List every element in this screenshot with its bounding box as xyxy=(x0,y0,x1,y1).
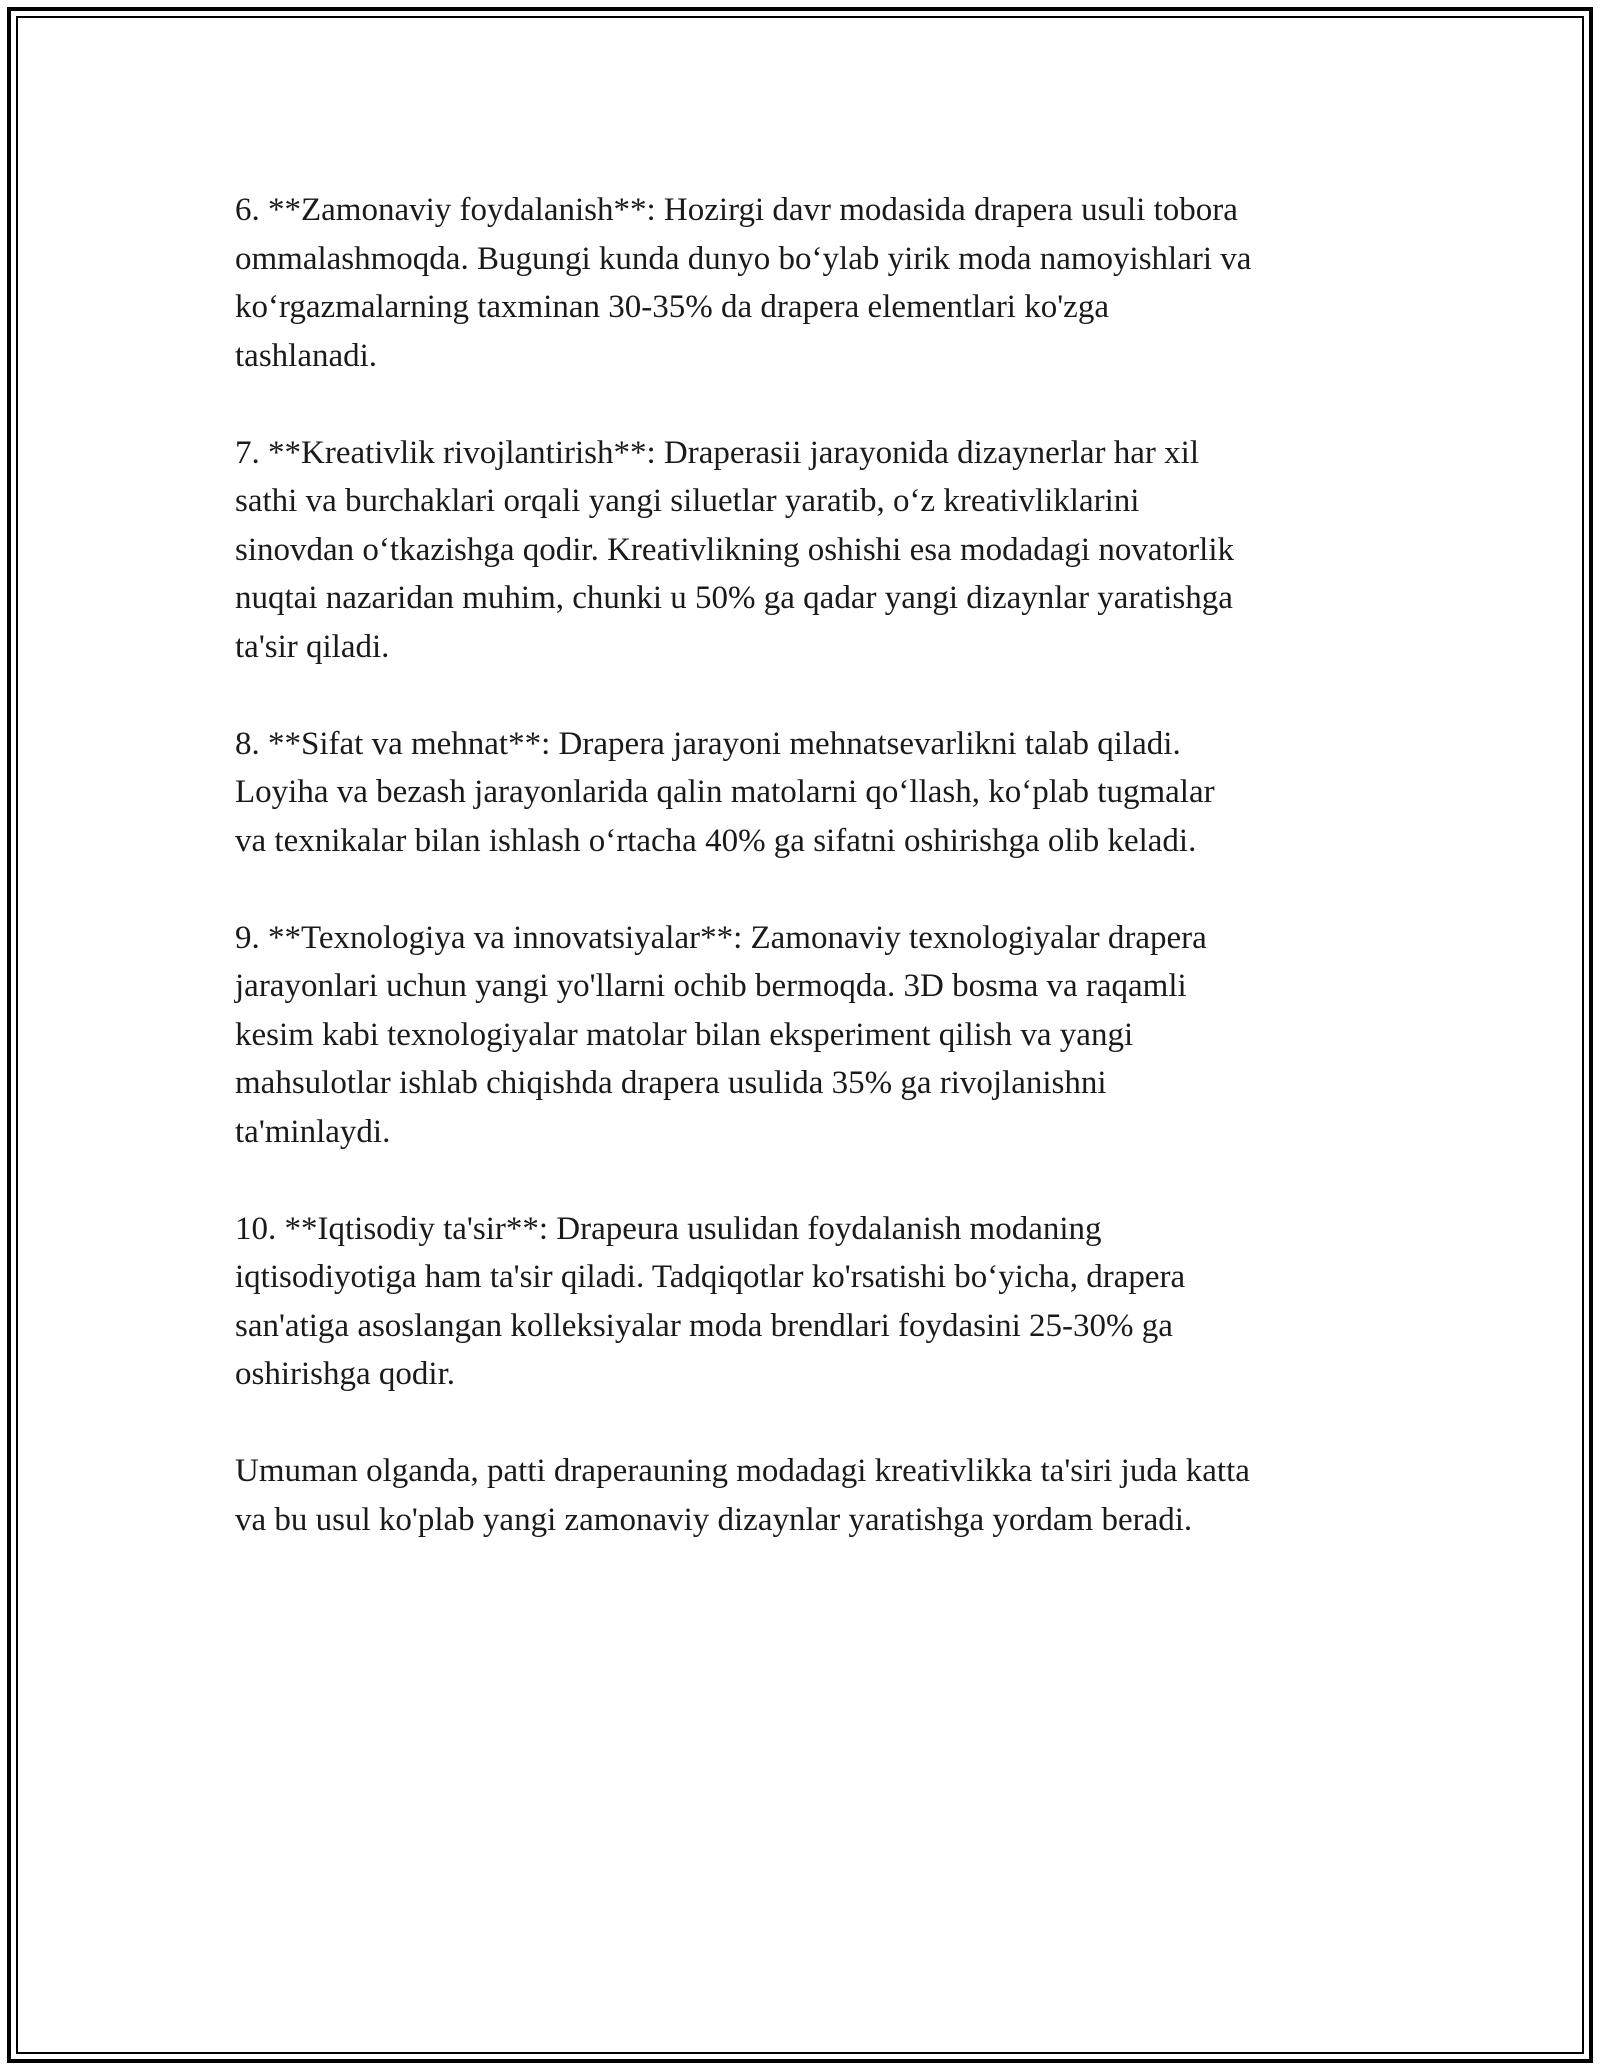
text-line: ta'sir qiladi. xyxy=(235,628,390,665)
text-line: iqtisodiyotiga ham ta'sir qiladi. Tadqiqotlar ko'rsatishi bo‘yicha, drapera xyxy=(235,1259,1186,1295)
text-line: ta'minlaydi. xyxy=(235,1113,391,1150)
text-line: 10. **Iqtisodiy ta'sir**: Drapeura usulidan foydalanish modaning xyxy=(235,1210,1102,1247)
text-line: mahsulotlar ishlab chiqishda drapera usulida 35% ga rivojlanishni xyxy=(235,1065,1107,1101)
paragraph-texnologiya-va-innovatsiyalar xyxy=(235,914,1375,1157)
text-line: ommalashmoqda. Bugungi kunda dunyo bo‘ylab yirik moda namoyishlari va xyxy=(235,240,1252,277)
text-line: 9. **Texnologiya va innovatsiyalar**: Zamonaviy texnologiyalar drapera xyxy=(235,919,1207,956)
text-line: sathi va burchaklari orqali yangi siluetlar yaratib, o‘z kreativliklarini xyxy=(235,483,1140,519)
paragraph-kreativlik-rivojlantirish xyxy=(235,429,1375,672)
paragraph-conclusion xyxy=(235,1447,1375,1544)
text-line: Loyiha va bezash jarayonlarida qalin matolarni qo‘llash, ko‘plab tugmalar xyxy=(235,774,1215,810)
paragraph-zamonaviy-foydalanish xyxy=(235,186,1375,380)
text-line: nuqtai nazaridan muhim, chunki u 50% ga qadar yangi dizaynlar yaratishga xyxy=(235,580,1233,616)
paragraph-iqtisodiy-tasir xyxy=(235,1205,1375,1399)
paragraph-sifat-va-mehnat xyxy=(235,720,1375,866)
text-line: ko‘rgazmalarning taxminan 30-35% da drapera elementlari ko'zga xyxy=(235,289,1109,325)
text-line: jarayonlari uchun yangi yo'llarni ochib bermoqda. 3D bosma va raqamli xyxy=(235,968,1187,1004)
text-line: san'atiga asoslangan kolleksiyalar moda brendlari foydasini 25-30% ga xyxy=(235,1307,1173,1344)
text-line: 6. **Zamonaviy foydalanish**: Hozirgi davr modasida drapera usuli tobora xyxy=(235,192,1238,228)
text-line: tashlanadi. xyxy=(235,337,378,374)
text-line: va texnikalar bilan ishlash o‘rtacha 40% ga sifatni oshirishga olib keladi. xyxy=(235,822,1197,859)
text-line: 7. **Kreativlik rivojlantirish**: Draperasii jarayonida dizaynerlar har xil xyxy=(235,434,1200,471)
document-body xyxy=(235,186,1375,1593)
text-line: va bu usul ko'plab yangi zamonaviy dizaynlar yaratishga yordam beradi. xyxy=(235,1501,1193,1538)
text-line: sinovdan o‘tkazishga qodir. Kreativlikning oshishi esa modadagi novatorlik xyxy=(235,531,1234,568)
text-line: Umuman olganda, patti draperauning modadagi kreativlikka ta'siri juda katta xyxy=(235,1453,1250,1489)
text-line: 8. **Sifat va mehnat**: Drapera jarayoni mehnatsevarlikni talab qiladi. xyxy=(235,725,1181,762)
text-line: kesim kabi texnologiyalar matolar bilan eksperiment qilish va yangi xyxy=(235,1016,1134,1053)
text-line: oshirishga qodir. xyxy=(235,1356,455,1392)
